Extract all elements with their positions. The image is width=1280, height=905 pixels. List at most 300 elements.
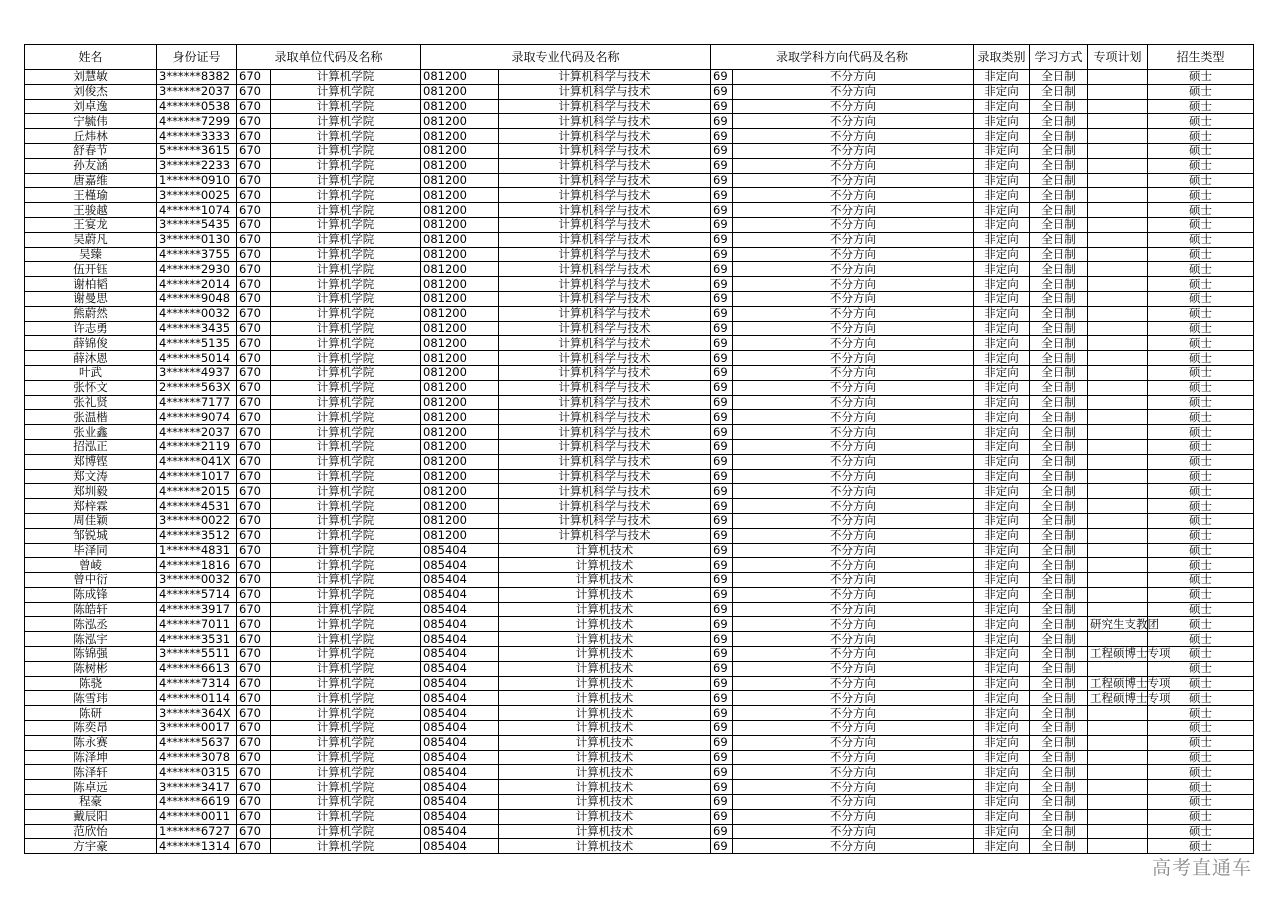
table-row xyxy=(25,321,1254,336)
cell-name: 王骏越 xyxy=(25,203,157,218)
cell-mode: 全日制 xyxy=(1030,839,1088,854)
cell-major-name: 计算机科学与技术 xyxy=(499,277,711,292)
cell-name: 戴辰阳 xyxy=(25,809,157,824)
cell-id: 4******4531 xyxy=(157,499,237,514)
cell-direction-code: 69 xyxy=(711,129,733,144)
cell-id: 4******3755 xyxy=(157,247,237,262)
cell-type: 硕士 xyxy=(1148,795,1254,810)
cell-type: 硕士 xyxy=(1148,143,1254,158)
cell-id: 4******0315 xyxy=(157,765,237,780)
cell-type: 硕士 xyxy=(1148,232,1254,247)
cell-unit-code: 670 xyxy=(237,351,271,366)
cell-unit-code: 670 xyxy=(237,499,271,514)
cell-id: 4******2119 xyxy=(157,439,237,454)
table-row xyxy=(25,839,1254,854)
cell-unit-code: 670 xyxy=(237,780,271,795)
cell-major-name: 计算机科学与技术 xyxy=(499,143,711,158)
cell-id: 4******3531 xyxy=(157,632,237,647)
cell-name: 薛沐恩 xyxy=(25,351,157,366)
cell-unit-code: 670 xyxy=(237,454,271,469)
cell-unit-code: 670 xyxy=(237,84,271,99)
cell-category: 非定向 xyxy=(974,735,1030,750)
cell-direction-name: 不分方向 xyxy=(733,425,974,440)
cell-direction-code: 69 xyxy=(711,795,733,810)
cell-type: 硕士 xyxy=(1148,454,1254,469)
cell-unit-name: 计算机学院 xyxy=(271,617,421,632)
cell-unit-name: 计算机学院 xyxy=(271,380,421,395)
cell-unit-code: 670 xyxy=(237,484,271,499)
cell-category: 非定向 xyxy=(974,395,1030,410)
cell-category: 非定向 xyxy=(974,425,1030,440)
cell-unit-name: 计算机学院 xyxy=(271,277,421,292)
cell-category: 非定向 xyxy=(974,706,1030,721)
cell-direction-code: 69 xyxy=(711,543,733,558)
cell-direction-name: 不分方向 xyxy=(733,380,974,395)
cell-unit-name: 计算机学院 xyxy=(271,513,421,528)
cell-major-name: 计算机科学与技术 xyxy=(499,247,711,262)
table-body xyxy=(25,70,1254,854)
cell-major-name: 计算机技术 xyxy=(499,573,711,588)
cell-direction-name: 不分方向 xyxy=(733,114,974,129)
cell-plan xyxy=(1088,188,1148,203)
cell-major-code: 081200 xyxy=(421,395,499,410)
cell-type: 硕士 xyxy=(1148,632,1254,647)
cell-major-code: 085404 xyxy=(421,691,499,706)
cell-plan xyxy=(1088,632,1148,647)
cell-unit-code: 670 xyxy=(237,632,271,647)
cell-plan xyxy=(1088,454,1148,469)
cell-direction-name: 不分方向 xyxy=(733,232,974,247)
cell-direction-code: 69 xyxy=(711,765,733,780)
cell-direction-code: 69 xyxy=(711,839,733,854)
cell-name: 宁毓伟 xyxy=(25,114,157,129)
cell-category: 非定向 xyxy=(974,188,1030,203)
cell-mode: 全日制 xyxy=(1030,661,1088,676)
cell-direction-code: 69 xyxy=(711,70,733,85)
header-category: 录取类别 xyxy=(974,45,1030,70)
cell-category: 非定向 xyxy=(974,765,1030,780)
cell-mode: 全日制 xyxy=(1030,587,1088,602)
cell-direction-name: 不分方向 xyxy=(733,750,974,765)
cell-id: 4******1314 xyxy=(157,839,237,854)
cell-name: 吴臻 xyxy=(25,247,157,262)
table-row xyxy=(25,306,1254,321)
cell-mode: 全日制 xyxy=(1030,795,1088,810)
cell-type: 硕士 xyxy=(1148,336,1254,351)
table-row xyxy=(25,380,1254,395)
cell-direction-name: 不分方向 xyxy=(733,632,974,647)
cell-major-name: 计算机技术 xyxy=(499,647,711,662)
cell-id: 4******7299 xyxy=(157,114,237,129)
table-row xyxy=(25,469,1254,484)
cell-major-name: 计算机技术 xyxy=(499,735,711,750)
cell-plan xyxy=(1088,573,1148,588)
cell-major-name: 计算机科学与技术 xyxy=(499,306,711,321)
table-row xyxy=(25,558,1254,573)
cell-direction-name: 不分方向 xyxy=(733,365,974,380)
table-row xyxy=(25,543,1254,558)
cell-major-code: 085404 xyxy=(421,809,499,824)
cell-direction-code: 69 xyxy=(711,188,733,203)
cell-type: 硕士 xyxy=(1148,691,1254,706)
cell-type: 硕士 xyxy=(1148,70,1254,85)
cell-type: 硕士 xyxy=(1148,217,1254,232)
cell-id: 4******2930 xyxy=(157,262,237,277)
cell-name: 陈研 xyxy=(25,706,157,721)
cell-major-code: 081200 xyxy=(421,469,499,484)
cell-major-name: 计算机科学与技术 xyxy=(499,99,711,114)
table-row xyxy=(25,425,1254,440)
cell-name: 伍开钰 xyxy=(25,262,157,277)
header-major: 录取专业代码及名称 xyxy=(421,45,711,70)
cell-unit-code: 670 xyxy=(237,558,271,573)
cell-name: 张温楷 xyxy=(25,410,157,425)
cell-direction-code: 69 xyxy=(711,84,733,99)
table-row xyxy=(25,262,1254,277)
cell-unit-name: 计算机学院 xyxy=(271,632,421,647)
cell-category: 非定向 xyxy=(974,528,1030,543)
cell-id: 1******4831 xyxy=(157,543,237,558)
cell-id: 3******0130 xyxy=(157,232,237,247)
cell-type: 硕士 xyxy=(1148,277,1254,292)
cell-plan xyxy=(1088,587,1148,602)
cell-major-name: 计算机科学与技术 xyxy=(499,380,711,395)
cell-plan xyxy=(1088,735,1148,750)
cell-category: 非定向 xyxy=(974,158,1030,173)
cell-type: 硕士 xyxy=(1148,676,1254,691)
cell-unit-name: 计算机学院 xyxy=(271,114,421,129)
cell-direction-name: 不分方向 xyxy=(733,528,974,543)
cell-unit-name: 计算机学院 xyxy=(271,573,421,588)
cell-direction-code: 69 xyxy=(711,395,733,410)
cell-category: 非定向 xyxy=(974,587,1030,602)
cell-major-name: 计算机技术 xyxy=(499,632,711,647)
cell-unit-name: 计算机学院 xyxy=(271,173,421,188)
cell-name: 张业鑫 xyxy=(25,425,157,440)
cell-type: 硕士 xyxy=(1148,99,1254,114)
table-row xyxy=(25,158,1254,173)
cell-major-code: 085404 xyxy=(421,795,499,810)
cell-direction-code: 69 xyxy=(711,573,733,588)
cell-id: 2******563X xyxy=(157,380,237,395)
cell-category: 非定向 xyxy=(974,291,1030,306)
cell-unit-name: 计算机学院 xyxy=(271,484,421,499)
cell-unit-code: 670 xyxy=(237,617,271,632)
cell-name: 谢柏韬 xyxy=(25,277,157,292)
table-row xyxy=(25,114,1254,129)
cell-major-name: 计算机技术 xyxy=(499,839,711,854)
cell-plan xyxy=(1088,721,1148,736)
cell-unit-name: 计算机学院 xyxy=(271,499,421,514)
cell-name: 王宴龙 xyxy=(25,217,157,232)
table-row xyxy=(25,454,1254,469)
cell-plan xyxy=(1088,247,1148,262)
cell-id: 4******9048 xyxy=(157,291,237,306)
cell-category: 非定向 xyxy=(974,617,1030,632)
cell-major-code: 085404 xyxy=(421,602,499,617)
cell-unit-code: 670 xyxy=(237,203,271,218)
cell-unit-name: 计算机学院 xyxy=(271,232,421,247)
cell-plan xyxy=(1088,232,1148,247)
cell-category: 非定向 xyxy=(974,469,1030,484)
cell-plan xyxy=(1088,173,1148,188)
cell-direction-code: 69 xyxy=(711,661,733,676)
cell-unit-name: 计算机学院 xyxy=(271,824,421,839)
table-row xyxy=(25,780,1254,795)
table-row xyxy=(25,365,1254,380)
cell-major-name: 计算机科学与技术 xyxy=(499,425,711,440)
cell-plan xyxy=(1088,365,1148,380)
cell-category: 非定向 xyxy=(974,750,1030,765)
cell-plan xyxy=(1088,528,1148,543)
header-row xyxy=(25,45,1254,70)
cell-type: 硕士 xyxy=(1148,750,1254,765)
cell-category: 非定向 xyxy=(974,114,1030,129)
cell-major-code: 081200 xyxy=(421,217,499,232)
table-row xyxy=(25,573,1254,588)
table-row xyxy=(25,809,1254,824)
cell-unit-code: 670 xyxy=(237,750,271,765)
cell-mode: 全日制 xyxy=(1030,543,1088,558)
cell-id: 3******5435 xyxy=(157,217,237,232)
cell-mode: 全日制 xyxy=(1030,632,1088,647)
cell-unit-code: 670 xyxy=(237,321,271,336)
cell-mode: 全日制 xyxy=(1030,765,1088,780)
cell-direction-name: 不分方向 xyxy=(733,499,974,514)
cell-mode: 全日制 xyxy=(1030,647,1088,662)
cell-mode: 全日制 xyxy=(1030,735,1088,750)
table-row xyxy=(25,750,1254,765)
cell-unit-code: 670 xyxy=(237,365,271,380)
cell-plan xyxy=(1088,277,1148,292)
cell-direction-name: 不分方向 xyxy=(733,484,974,499)
cell-major-code: 081200 xyxy=(421,143,499,158)
cell-type: 硕士 xyxy=(1148,780,1254,795)
cell-type: 硕士 xyxy=(1148,661,1254,676)
cell-unit-name: 计算机学院 xyxy=(271,425,421,440)
cell-major-code: 081200 xyxy=(421,129,499,144)
cell-category: 非定向 xyxy=(974,543,1030,558)
cell-major-name: 计算机技术 xyxy=(499,617,711,632)
cell-unit-code: 670 xyxy=(237,277,271,292)
cell-unit-code: 670 xyxy=(237,824,271,839)
cell-type: 硕士 xyxy=(1148,499,1254,514)
cell-major-name: 计算机技术 xyxy=(499,661,711,676)
cell-plan xyxy=(1088,661,1148,676)
cell-type: 硕士 xyxy=(1148,439,1254,454)
cell-name: 丘炜林 xyxy=(25,129,157,144)
cell-name: 刘俊杰 xyxy=(25,84,157,99)
cell-direction-name: 不分方向 xyxy=(733,558,974,573)
table-row xyxy=(25,439,1254,454)
cell-unit-code: 670 xyxy=(237,735,271,750)
cell-id: 4******5714 xyxy=(157,587,237,602)
cell-unit-code: 670 xyxy=(237,395,271,410)
cell-name: 唐嘉维 xyxy=(25,173,157,188)
cell-plan xyxy=(1088,558,1148,573)
cell-direction-code: 69 xyxy=(711,380,733,395)
cell-unit-name: 计算机学院 xyxy=(271,188,421,203)
cell-major-name: 计算机技术 xyxy=(499,543,711,558)
cell-plan xyxy=(1088,410,1148,425)
cell-major-code: 081200 xyxy=(421,425,499,440)
cell-category: 非定向 xyxy=(974,84,1030,99)
cell-mode: 全日制 xyxy=(1030,114,1088,129)
cell-major-code: 085404 xyxy=(421,617,499,632)
cell-major-name: 计算机技术 xyxy=(499,721,711,736)
cell-plan xyxy=(1088,513,1148,528)
cell-type: 硕士 xyxy=(1148,291,1254,306)
table-row xyxy=(25,336,1254,351)
cell-direction-name: 不分方向 xyxy=(733,809,974,824)
cell-direction-name: 不分方向 xyxy=(733,691,974,706)
cell-plan xyxy=(1088,114,1148,129)
cell-unit-name: 计算机学院 xyxy=(271,351,421,366)
cell-category: 非定向 xyxy=(974,217,1030,232)
cell-major-name: 计算机技术 xyxy=(499,780,711,795)
cell-category: 非定向 xyxy=(974,99,1030,114)
table-row xyxy=(25,676,1254,691)
cell-direction-name: 不分方向 xyxy=(733,158,974,173)
cell-category: 非定向 xyxy=(974,721,1030,736)
cell-plan xyxy=(1088,439,1148,454)
cell-id: 4******2037 xyxy=(157,425,237,440)
cell-plan: 工程硕博士专项 xyxy=(1088,676,1148,691)
cell-direction-name: 不分方向 xyxy=(733,469,974,484)
cell-direction-code: 69 xyxy=(711,173,733,188)
cell-direction-code: 69 xyxy=(711,262,733,277)
cell-category: 非定向 xyxy=(974,632,1030,647)
cell-mode: 全日制 xyxy=(1030,395,1088,410)
cell-direction-code: 69 xyxy=(711,617,733,632)
cell-plan xyxy=(1088,143,1148,158)
cell-category: 非定向 xyxy=(974,691,1030,706)
cell-mode: 全日制 xyxy=(1030,691,1088,706)
cell-name: 刘卓逸 xyxy=(25,99,157,114)
cell-unit-code: 670 xyxy=(237,795,271,810)
cell-direction-name: 不分方向 xyxy=(733,765,974,780)
cell-direction-name: 不分方向 xyxy=(733,587,974,602)
cell-unit-code: 670 xyxy=(237,232,271,247)
cell-direction-name: 不分方向 xyxy=(733,336,974,351)
cell-major-code: 081200 xyxy=(421,351,499,366)
cell-id: 4******0032 xyxy=(157,306,237,321)
cell-mode: 全日制 xyxy=(1030,70,1088,85)
cell-major-code: 085404 xyxy=(421,587,499,602)
cell-id: 3******0017 xyxy=(157,721,237,736)
cell-id: 4******1017 xyxy=(157,469,237,484)
cell-direction-name: 不分方向 xyxy=(733,351,974,366)
cell-direction-name: 不分方向 xyxy=(733,602,974,617)
cell-name: 陈泽轩 xyxy=(25,765,157,780)
cell-id: 3******0022 xyxy=(157,513,237,528)
table-row xyxy=(25,706,1254,721)
cell-major-code: 081200 xyxy=(421,336,499,351)
cell-category: 非定向 xyxy=(974,321,1030,336)
cell-mode: 全日制 xyxy=(1030,484,1088,499)
cell-id: 4******5014 xyxy=(157,351,237,366)
cell-plan: 工程硕博士专项 xyxy=(1088,647,1148,662)
cell-plan xyxy=(1088,425,1148,440)
table-row xyxy=(25,647,1254,662)
cell-mode: 全日制 xyxy=(1030,84,1088,99)
cell-unit-code: 670 xyxy=(237,513,271,528)
cell-id: 3******364X xyxy=(157,706,237,721)
cell-major-code: 085404 xyxy=(421,750,499,765)
cell-direction-code: 69 xyxy=(711,277,733,292)
cell-unit-name: 计算机学院 xyxy=(271,691,421,706)
cell-plan xyxy=(1088,336,1148,351)
cell-plan xyxy=(1088,602,1148,617)
cell-major-code: 085404 xyxy=(421,661,499,676)
table-row xyxy=(25,824,1254,839)
cell-unit-code: 670 xyxy=(237,99,271,114)
cell-unit-code: 670 xyxy=(237,129,271,144)
cell-category: 非定向 xyxy=(974,484,1030,499)
cell-unit-name: 计算机学院 xyxy=(271,647,421,662)
cell-unit-name: 计算机学院 xyxy=(271,528,421,543)
cell-direction-code: 69 xyxy=(711,691,733,706)
cell-type: 硕士 xyxy=(1148,262,1254,277)
cell-direction-name: 不分方向 xyxy=(733,395,974,410)
table-row xyxy=(25,632,1254,647)
cell-unit-name: 计算机学院 xyxy=(271,543,421,558)
cell-direction-code: 69 xyxy=(711,291,733,306)
cell-id: 3******0032 xyxy=(157,573,237,588)
cell-plan xyxy=(1088,321,1148,336)
cell-category: 非定向 xyxy=(974,513,1030,528)
table-row xyxy=(25,499,1254,514)
cell-major-code: 081200 xyxy=(421,188,499,203)
cell-direction-code: 69 xyxy=(711,114,733,129)
cell-direction-name: 不分方向 xyxy=(733,217,974,232)
cell-unit-name: 计算机学院 xyxy=(271,321,421,336)
cell-direction-code: 69 xyxy=(711,306,733,321)
cell-unit-code: 670 xyxy=(237,691,271,706)
cell-type: 硕士 xyxy=(1148,380,1254,395)
cell-category: 非定向 xyxy=(974,232,1030,247)
cell-id: 4******0011 xyxy=(157,809,237,824)
cell-direction-name: 不分方向 xyxy=(733,188,974,203)
cell-plan xyxy=(1088,750,1148,765)
cell-direction-code: 69 xyxy=(711,587,733,602)
cell-category: 非定向 xyxy=(974,143,1030,158)
cell-direction-code: 69 xyxy=(711,454,733,469)
cell-mode: 全日制 xyxy=(1030,321,1088,336)
cell-plan xyxy=(1088,824,1148,839)
cell-category: 非定向 xyxy=(974,661,1030,676)
header-name: 姓名 xyxy=(25,45,157,70)
cell-category: 非定向 xyxy=(974,809,1030,824)
cell-major-code: 085404 xyxy=(421,735,499,750)
cell-unit-name: 计算机学院 xyxy=(271,84,421,99)
cell-id: 3******4937 xyxy=(157,365,237,380)
cell-unit-code: 670 xyxy=(237,469,271,484)
table-row xyxy=(25,143,1254,158)
cell-unit-code: 670 xyxy=(237,765,271,780)
cell-mode: 全日制 xyxy=(1030,824,1088,839)
cell-direction-name: 不分方向 xyxy=(733,439,974,454)
cell-mode: 全日制 xyxy=(1030,439,1088,454)
cell-name: 陈永赛 xyxy=(25,735,157,750)
cell-id: 4******5637 xyxy=(157,735,237,750)
cell-type: 硕士 xyxy=(1148,321,1254,336)
cell-unit-name: 计算机学院 xyxy=(271,780,421,795)
cell-direction-name: 不分方向 xyxy=(733,661,974,676)
cell-unit-code: 670 xyxy=(237,425,271,440)
cell-name: 陈泽坤 xyxy=(25,750,157,765)
cell-id: 1******0910 xyxy=(157,173,237,188)
